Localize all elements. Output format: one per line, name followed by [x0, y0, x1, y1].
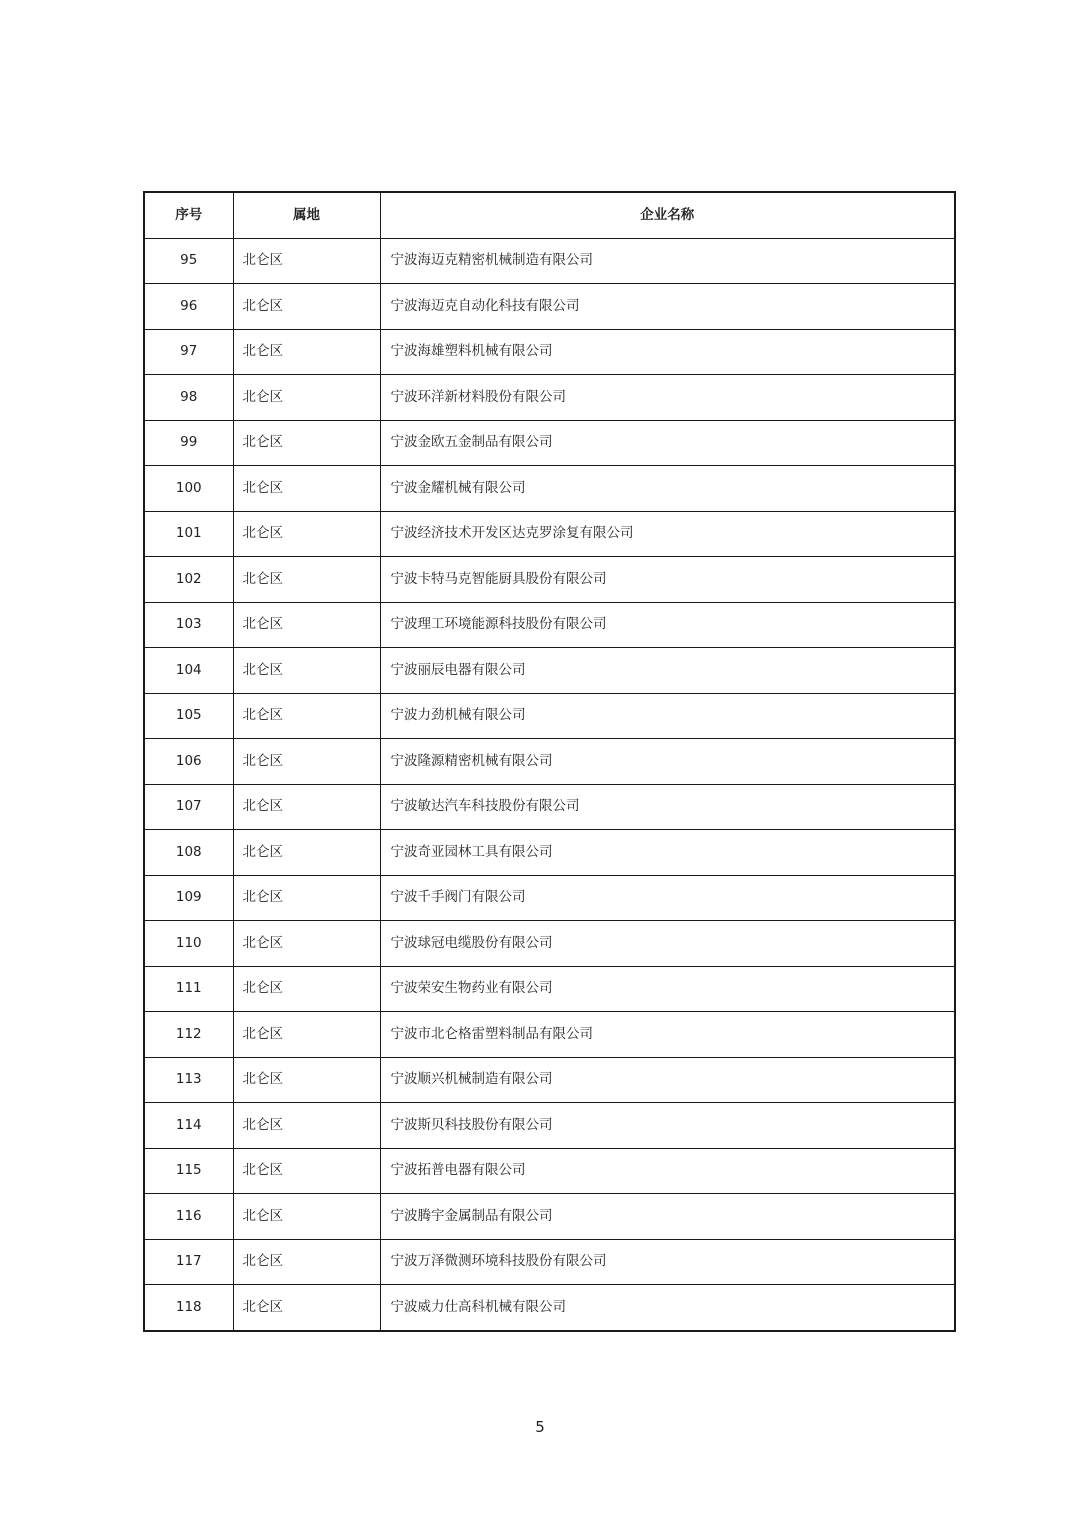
region-cell: 北仑区 [233, 284, 380, 330]
company-name-cell: 宁波力劲机械有限公司 [380, 693, 955, 739]
company-name-cell: 宁波拓普电器有限公司 [380, 1148, 955, 1194]
serial-cell: 111 [144, 966, 233, 1012]
region-cell: 北仑区 [233, 1239, 380, 1285]
region-cell: 北仑区 [233, 238, 380, 284]
serial-cell: 118 [144, 1285, 233, 1331]
table-row [144, 693, 955, 739]
serial-cell: 100 [144, 466, 233, 512]
serial-cell: 96 [144, 284, 233, 330]
company-name-cell: 宁波市北仑格雷塑料制品有限公司 [380, 1012, 955, 1058]
table-body [144, 238, 955, 1331]
table-row [144, 1239, 955, 1285]
table-row [144, 1285, 955, 1331]
serial-cell: 95 [144, 238, 233, 284]
table-row [144, 284, 955, 330]
serial-cell: 115 [144, 1148, 233, 1194]
table-row [144, 1057, 955, 1103]
region-cell: 北仑区 [233, 1194, 380, 1240]
table-row [144, 511, 955, 557]
company-name-cell: 宁波金欧五金制品有限公司 [380, 420, 955, 466]
serial-cell: 107 [144, 784, 233, 830]
table-row [144, 830, 955, 876]
company-name-cell: 宁波海雄塑料机械有限公司 [380, 329, 955, 375]
header-row [144, 192, 955, 238]
region-cell: 北仑区 [233, 830, 380, 876]
company-name-cell: 宁波球冠电缆股份有限公司 [380, 921, 955, 967]
company-name-cell: 宁波隆源精密机械有限公司 [380, 739, 955, 785]
header-region: 属地 [233, 192, 380, 238]
table-header [144, 192, 955, 238]
serial-cell: 112 [144, 1012, 233, 1058]
company-name-cell: 宁波奇亚园林工具有限公司 [380, 830, 955, 876]
table-row [144, 329, 955, 375]
company-name-cell: 宁波荣安生物药业有限公司 [380, 966, 955, 1012]
page-number: 5 [535, 1418, 545, 1436]
serial-cell: 113 [144, 1057, 233, 1103]
table-row [144, 1103, 955, 1149]
region-cell: 北仑区 [233, 420, 380, 466]
table-row [144, 966, 955, 1012]
company-name-cell: 宁波卡特马克智能厨具股份有限公司 [380, 557, 955, 603]
region-cell: 北仑区 [233, 921, 380, 967]
serial-cell: 101 [144, 511, 233, 557]
region-cell: 北仑区 [233, 875, 380, 921]
table-row [144, 648, 955, 694]
company-name-cell: 宁波丽辰电器有限公司 [380, 648, 955, 694]
region-cell: 北仑区 [233, 1012, 380, 1058]
region-cell: 北仑区 [233, 1285, 380, 1331]
region-cell: 北仑区 [233, 375, 380, 421]
company-name-cell: 宁波敏达汽车科技股份有限公司 [380, 784, 955, 830]
region-cell: 北仑区 [233, 511, 380, 557]
table-row [144, 602, 955, 648]
company-name-cell: 宁波理工环境能源科技股份有限公司 [380, 602, 955, 648]
enterprise-table [143, 191, 956, 1332]
serial-cell: 106 [144, 739, 233, 785]
table-row [144, 875, 955, 921]
serial-cell: 103 [144, 602, 233, 648]
company-name-cell: 宁波海迈克自动化科技有限公司 [380, 284, 955, 330]
table-row [144, 466, 955, 512]
company-name-cell: 宁波海迈克精密机械制造有限公司 [380, 238, 955, 284]
serial-cell: 105 [144, 693, 233, 739]
serial-cell: 109 [144, 875, 233, 921]
serial-cell: 110 [144, 921, 233, 967]
serial-cell: 98 [144, 375, 233, 421]
company-name-cell: 宁波环洋新材料股份有限公司 [380, 375, 955, 421]
table-row [144, 1012, 955, 1058]
company-name-cell: 宁波威力仕高科机械有限公司 [380, 1285, 955, 1331]
region-cell: 北仑区 [233, 1057, 380, 1103]
serial-cell: 114 [144, 1103, 233, 1149]
company-name-cell: 宁波经济技术开发区达克罗涂复有限公司 [380, 511, 955, 557]
region-cell: 北仑区 [233, 1103, 380, 1149]
table-row [144, 557, 955, 603]
table-row [144, 921, 955, 967]
serial-cell: 104 [144, 648, 233, 694]
region-cell: 北仑区 [233, 693, 380, 739]
company-name-cell: 宁波斯贝科技股份有限公司 [380, 1103, 955, 1149]
serial-cell: 108 [144, 830, 233, 876]
table-row [144, 784, 955, 830]
table-row [144, 739, 955, 785]
region-cell: 北仑区 [233, 329, 380, 375]
region-cell: 北仑区 [233, 784, 380, 830]
serial-cell: 116 [144, 1194, 233, 1240]
company-name-cell: 宁波顺兴机械制造有限公司 [380, 1057, 955, 1103]
company-name-cell: 宁波腾宇金属制品有限公司 [380, 1194, 955, 1240]
region-cell: 北仑区 [233, 648, 380, 694]
serial-cell: 117 [144, 1239, 233, 1285]
serial-cell: 99 [144, 420, 233, 466]
table-row [144, 420, 955, 466]
region-cell: 北仑区 [233, 602, 380, 648]
header-company-name: 企业名称 [380, 192, 955, 238]
region-cell: 北仑区 [233, 557, 380, 603]
table-row [144, 1194, 955, 1240]
header-serial: 序号 [144, 192, 233, 238]
region-cell: 北仑区 [233, 1148, 380, 1194]
company-name-cell: 宁波万泽微测环境科技股份有限公司 [380, 1239, 955, 1285]
table-row [144, 375, 955, 421]
table-row [144, 238, 955, 284]
region-cell: 北仑区 [233, 466, 380, 512]
region-cell: 北仑区 [233, 966, 380, 1012]
company-name-cell: 宁波千手阀门有限公司 [380, 875, 955, 921]
company-name-cell: 宁波金耀机械有限公司 [380, 466, 955, 512]
region-cell: 北仑区 [233, 739, 380, 785]
serial-cell: 97 [144, 329, 233, 375]
table-row [144, 1148, 955, 1194]
serial-cell: 102 [144, 557, 233, 603]
